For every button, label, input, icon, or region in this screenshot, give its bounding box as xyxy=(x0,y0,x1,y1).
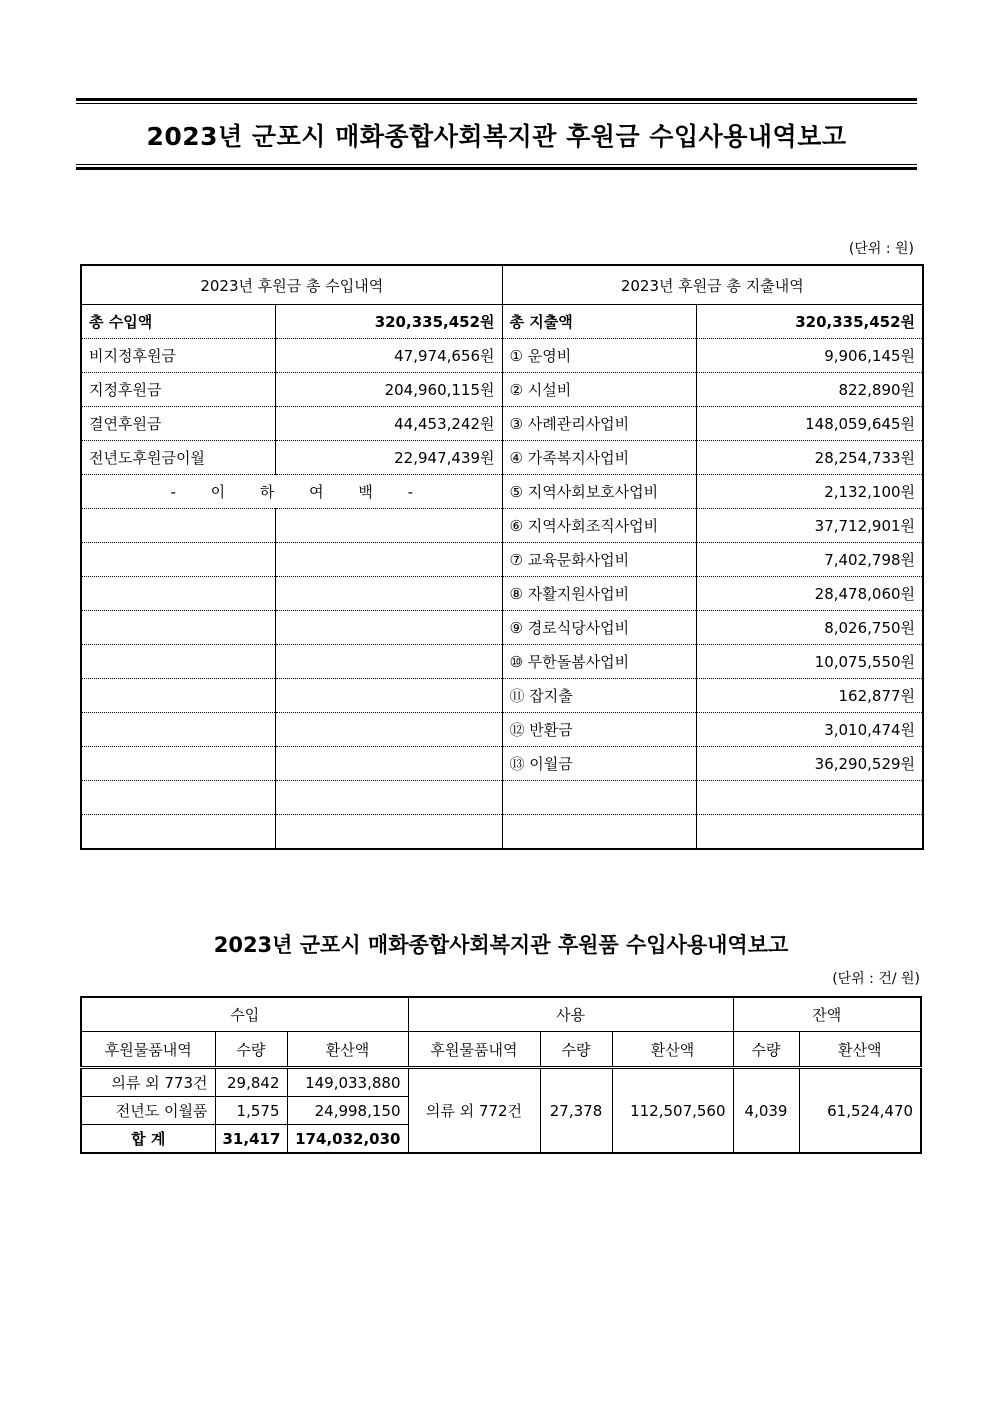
income-value xyxy=(275,747,502,781)
income-label xyxy=(81,747,275,781)
income-value xyxy=(275,645,502,679)
expense-value: 3,010,474원 xyxy=(696,713,923,747)
money-table-row xyxy=(81,781,923,815)
money-table-row xyxy=(81,441,923,475)
expense-label: ⑪ 잡지출 xyxy=(502,679,696,713)
use-amount-header: 환산액 xyxy=(612,1032,733,1068)
goods-use-header: 사용 xyxy=(408,997,733,1032)
expense-label: ② 시설비 xyxy=(502,373,696,407)
money-table-row xyxy=(81,645,923,679)
income-label xyxy=(81,713,275,747)
expense-label xyxy=(502,781,696,815)
expense-value: 320,335,452원 xyxy=(696,305,923,339)
income-qty: 29,842 xyxy=(215,1068,287,1097)
income-value xyxy=(275,543,502,577)
balance-qty: 4,039 xyxy=(733,1068,799,1154)
income-label: 비지정후원금 xyxy=(81,339,275,373)
expense-value: 7,402,798원 xyxy=(696,543,923,577)
income-value: 47,974,656원 xyxy=(275,339,502,373)
expense-label: ① 운영비 xyxy=(502,339,696,373)
expense-label: ③ 사례관리사업비 xyxy=(502,407,696,441)
goods-sub-header-row xyxy=(81,1032,921,1068)
money-table-row xyxy=(81,509,923,543)
income-label: 전년도후원금이월 xyxy=(81,441,275,475)
income-value: 204,960,115원 xyxy=(275,373,502,407)
donated-goods-table xyxy=(80,996,922,1154)
money-unit-label: (단위 : 원) xyxy=(848,241,914,257)
title-rule-bottom-thin xyxy=(76,164,917,165)
expense-value xyxy=(696,815,923,850)
expense-value: 10,075,550원 xyxy=(696,645,923,679)
income-value xyxy=(275,679,502,713)
expense-label: ⑧ 자활지원사업비 xyxy=(502,577,696,611)
goods-unit-label: (단위 : 건/ 원) xyxy=(832,971,920,987)
expense-label: ⑨ 경로식당사업비 xyxy=(502,611,696,645)
expense-label: ⑤ 지역사회보호사업비 xyxy=(502,475,696,509)
use-qty: 27,378 xyxy=(540,1068,612,1154)
income-value xyxy=(275,713,502,747)
income-value: 44,453,242원 xyxy=(275,407,502,441)
page-title: 2023년 군포시 매화종합사회복지관 후원금 수입사용내역보고 xyxy=(146,122,847,151)
income-label xyxy=(81,679,275,713)
income-amount-header: 환산액 xyxy=(287,1032,408,1068)
expense-label: ⑥ 지역사회조직사업비 xyxy=(502,509,696,543)
goods-income-row xyxy=(81,1068,921,1097)
income-label xyxy=(81,509,275,543)
money-table-row xyxy=(81,815,923,850)
expense-label: ⑬ 이월금 xyxy=(502,747,696,781)
goods-group-header-row xyxy=(81,997,921,1032)
income-label xyxy=(81,577,275,611)
expense-value: 8,026,750원 xyxy=(696,611,923,645)
expense-value xyxy=(696,781,923,815)
income-value xyxy=(275,781,502,815)
expense-value: 37,712,901원 xyxy=(696,509,923,543)
money-table-row xyxy=(81,577,923,611)
expense-label: ⑫ 반환금 xyxy=(502,713,696,747)
money-table-row xyxy=(81,747,923,781)
income-item: 전년도 이월품 xyxy=(81,1097,215,1125)
expense-value: 2,132,100원 xyxy=(696,475,923,509)
money-table-row xyxy=(81,713,923,747)
expense-label: 총 지출액 xyxy=(502,305,696,339)
income-value xyxy=(275,509,502,543)
use-item: 의류 외 772건 xyxy=(408,1068,540,1154)
money-table-row xyxy=(81,475,923,509)
balance-amount-header: 환산액 xyxy=(799,1032,921,1068)
expense-label: ④ 가족복지사업비 xyxy=(502,441,696,475)
income-item: 의류 외 773건 xyxy=(81,1068,215,1097)
income-label xyxy=(81,815,275,850)
expense-value: 9,906,145원 xyxy=(696,339,923,373)
income-label: 지정후원금 xyxy=(81,373,275,407)
money-table-row xyxy=(81,611,923,645)
income-label xyxy=(81,781,275,815)
total-qty: 31,417 xyxy=(215,1125,287,1154)
money-table-header-row xyxy=(81,265,923,305)
income-label xyxy=(81,543,275,577)
goods-income-header: 수입 xyxy=(81,997,408,1032)
balance-amount: 61,524,470 xyxy=(799,1068,921,1154)
income-item-header: 후원물품내역 xyxy=(81,1032,215,1068)
expense-value: 36,290,529원 xyxy=(696,747,923,781)
title-rule-top-thin xyxy=(76,103,917,104)
title-rule-bottom-thick xyxy=(76,167,917,170)
income-label: 총 수입액 xyxy=(81,305,275,339)
expense-value: 148,059,645원 xyxy=(696,407,923,441)
expense-value: 28,478,060원 xyxy=(696,577,923,611)
income-value: 22,947,439원 xyxy=(275,441,502,475)
expense-label xyxy=(502,815,696,850)
income-value: 320,335,452원 xyxy=(275,305,502,339)
income-label: 결연후원금 xyxy=(81,407,275,441)
money-table-row xyxy=(81,339,923,373)
balance-qty-header: 수량 xyxy=(733,1032,799,1068)
use-amount: 112,507,560 xyxy=(612,1068,733,1154)
expense-label: ⑩ 무한돌봄사업비 xyxy=(502,645,696,679)
expense-value: 28,254,733원 xyxy=(696,441,923,475)
expense-value: 162,877원 xyxy=(696,679,923,713)
income-qty: 1,575 xyxy=(215,1097,287,1125)
goods-report-title: 2023년 군포시 매화종합사회복지관 후원품 수입사용내역보고 xyxy=(213,933,789,957)
use-item-header: 후원물품내역 xyxy=(408,1032,540,1068)
income-amount: 149,033,880 xyxy=(287,1068,408,1097)
income-label xyxy=(81,611,275,645)
expense-header: 2023년 후원금 총 지출내역 xyxy=(502,265,923,305)
income-value xyxy=(275,815,502,850)
money-table-row xyxy=(81,407,923,441)
income-amount: 24,998,150 xyxy=(287,1097,408,1125)
money-table-row xyxy=(81,679,923,713)
total-amount: 174,032,030 xyxy=(287,1125,408,1154)
income-header: 2023년 후원금 총 수입내역 xyxy=(81,265,502,305)
money-table-row xyxy=(81,305,923,339)
income-value xyxy=(275,611,502,645)
income-label xyxy=(81,645,275,679)
blank-note: - 이 하 여 백 - xyxy=(81,475,502,509)
donation-money-table xyxy=(80,264,924,850)
title-rule-top-thick xyxy=(76,98,917,101)
money-table-row xyxy=(81,543,923,577)
goods-balance-header: 잔액 xyxy=(733,997,921,1032)
income-qty-header: 수량 xyxy=(215,1032,287,1068)
use-qty-header: 수량 xyxy=(540,1032,612,1068)
expense-label: ⑦ 교육문화사업비 xyxy=(502,543,696,577)
money-table-row xyxy=(81,373,923,407)
income-value xyxy=(275,577,502,611)
expense-value: 822,890원 xyxy=(696,373,923,407)
total-label: 합 계 xyxy=(81,1125,215,1154)
